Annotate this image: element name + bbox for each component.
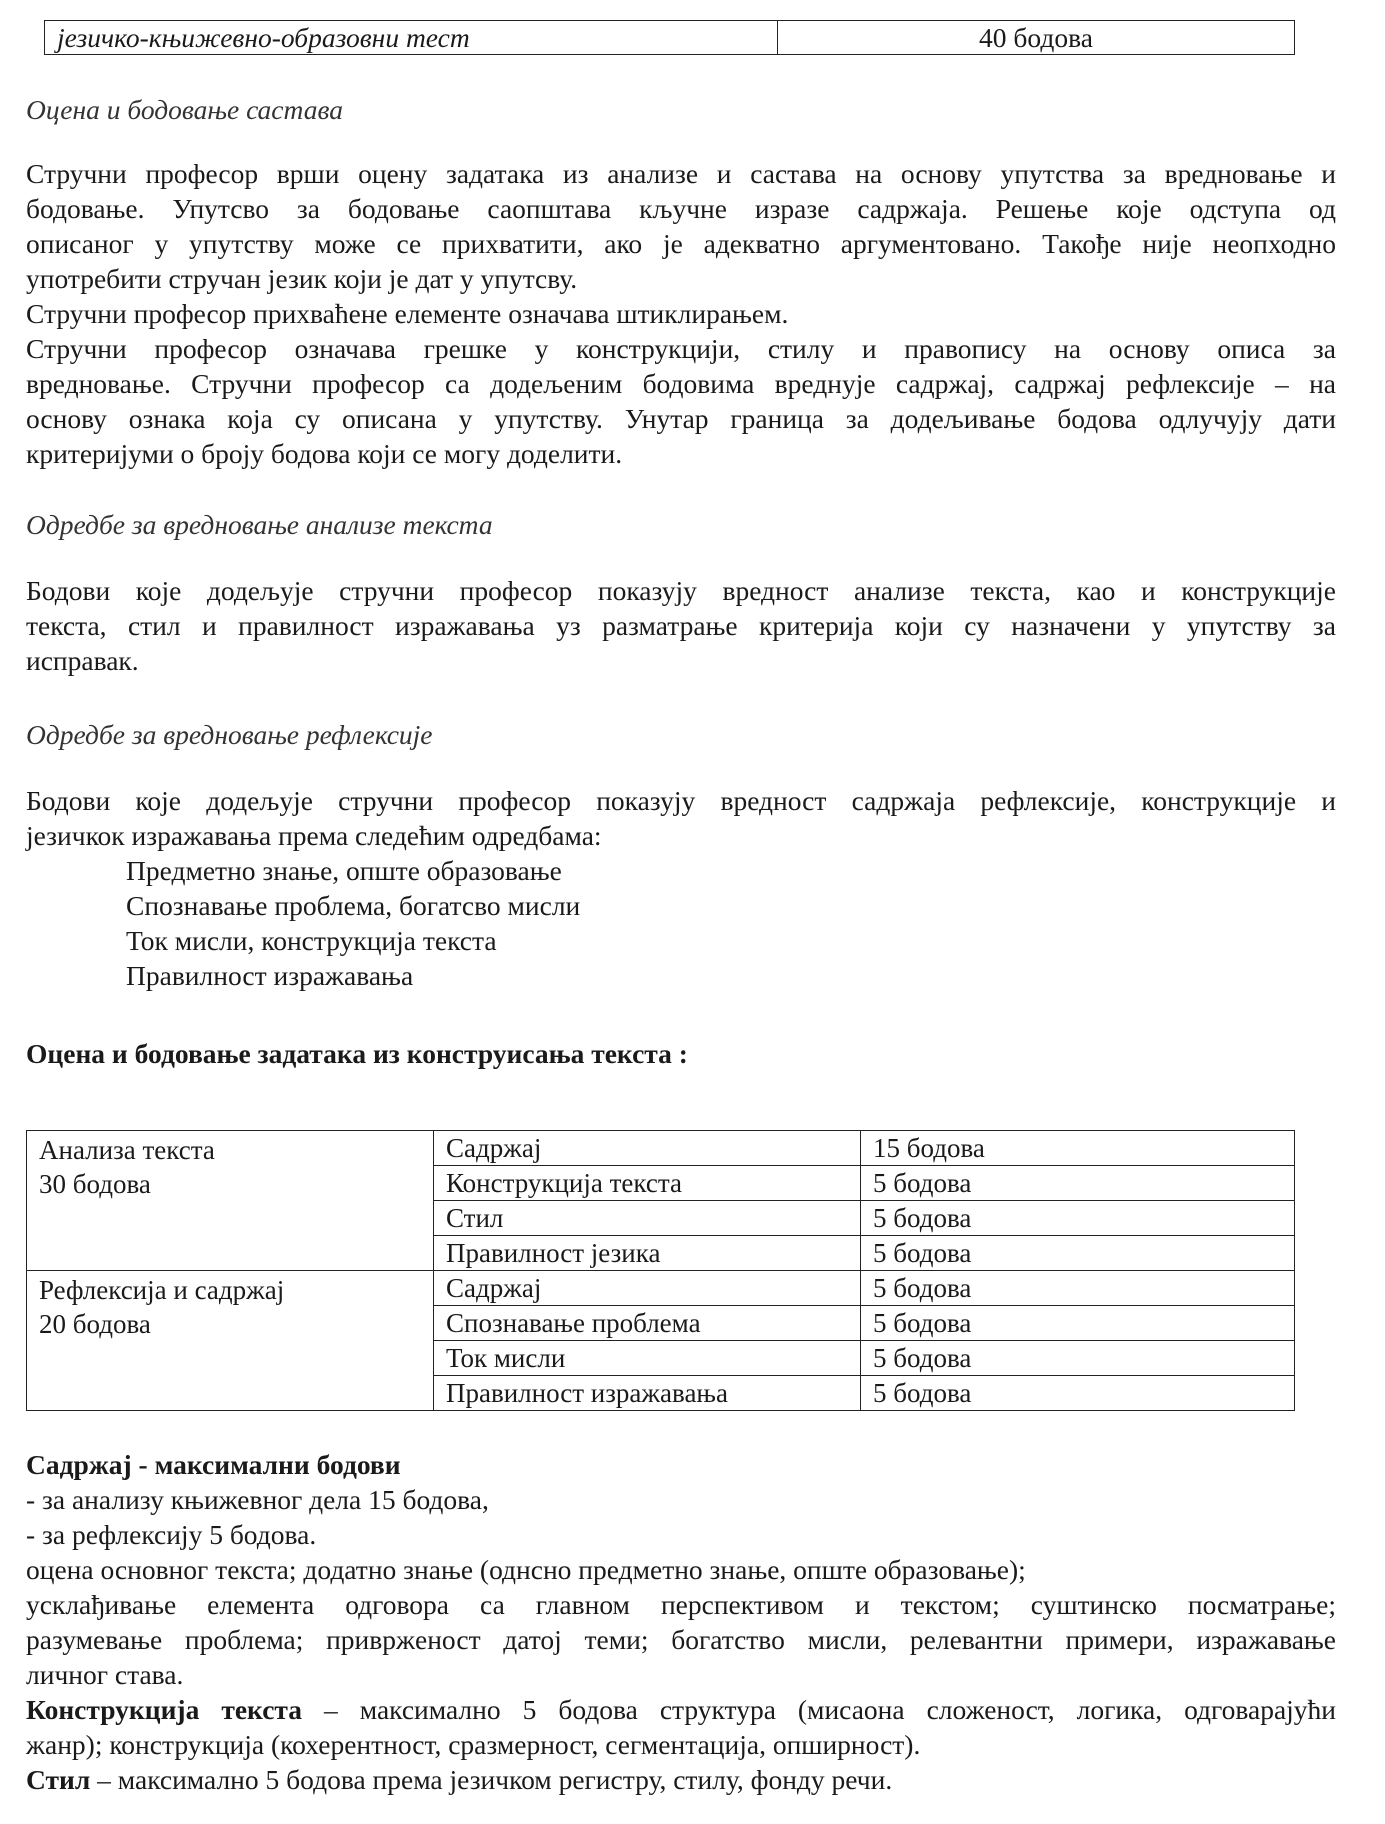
- text-line: исправак.: [26, 645, 139, 676]
- construction-line: [26, 1692, 1336, 1727]
- style-line: [26, 1762, 1336, 1797]
- points-cell: 5 бодова: [861, 1376, 1295, 1411]
- group-name: Рефлексија и садржај: [39, 1275, 285, 1305]
- text-line: Бодови које додељује стручни професор показују вредност садржаја рефлексије, конструкције и: [26, 785, 1336, 816]
- text-line: описаног у упутству може се прихватити, ако је адекватно аргументовано. Такође није неопходно: [26, 228, 1336, 259]
- section-heading-composition: Оцена и бодовање састава: [26, 94, 343, 125]
- paragraph-text-analysis: [26, 573, 1336, 678]
- paragraph-reflection: [26, 783, 1336, 993]
- construction-label: Конструкција текста: [26, 1694, 303, 1725]
- criterion-cell: Садржај: [434, 1131, 861, 1166]
- content-heading: Садржај - максимални бодови: [26, 1449, 401, 1480]
- group-cell-reflection: [27, 1271, 434, 1411]
- text-line: Бодови које додељује стручни професор показују вредност анализе текста, као и конструкције: [26, 575, 1336, 606]
- text-line: усклађивање елемента одговора са главном перспективом и текстом; суштинско посматрање;: [26, 1589, 1336, 1620]
- test-points-table: [44, 20, 1295, 55]
- table-row: [27, 1271, 1295, 1306]
- text-line: жанр); конструкција (кохерентност, сразмерност, сегментација, опширност).: [26, 1729, 921, 1760]
- list-item: Правилност изражавања: [126, 960, 414, 991]
- list-item: Ток мисли, конструкција текста: [126, 925, 497, 956]
- text-line: основу ознака која су описана у упутству. Унутар граница за додељивање бодова одлучују дати: [26, 403, 1336, 434]
- text-line: Стручни професор врши оцену задатака из анализе и састава на основу упутства за вредновање и: [26, 158, 1336, 189]
- criterion-cell: Правилност језика: [434, 1236, 861, 1271]
- style-label: Стил: [26, 1764, 91, 1795]
- text-line: бодовање. Упутсво за бодовање саопштава кључне изразе садржаја. Решење које одступа од: [26, 193, 1336, 224]
- group-cell-analysis: [27, 1131, 434, 1271]
- points-cell: 15 бодова: [861, 1131, 1295, 1166]
- group-points: 20 бодова: [39, 1309, 151, 1339]
- score-heading: Оцена и бодовање задатака из конструисања текста :: [26, 1038, 688, 1069]
- text-line: Стручни професор означава грешке у конструкцији, стилу и правопису на основу описа за: [26, 333, 1336, 364]
- table-row: [27, 1131, 1295, 1166]
- paragraph-content-max: [26, 1447, 1336, 1797]
- points-cell: 5 бодова: [861, 1166, 1295, 1201]
- points-cell: 5 бодова: [861, 1341, 1295, 1376]
- criterion-cell: Конструкција текста: [434, 1166, 861, 1201]
- section-heading-text-analysis: Одредбе за вредновање анализе текста: [26, 509, 493, 540]
- text-line: употребити стручан језик који је дат у упутсву.: [26, 263, 578, 294]
- score-table: [26, 1130, 1295, 1411]
- points-cell: 5 бодова: [861, 1271, 1295, 1306]
- text-line: личног става.: [26, 1659, 184, 1690]
- group-points: 30 бодова: [39, 1169, 151, 1199]
- list-item: Предметно знање, опште образовање: [126, 855, 562, 886]
- paragraph-composition: [26, 156, 1336, 471]
- list-item: Спознавање проблема, богатсво мисли: [126, 890, 581, 921]
- points-cell: 5 бодова: [861, 1306, 1295, 1341]
- criterion-cell: Ток мисли: [434, 1341, 861, 1376]
- criterion-cell: Правилност изражавања: [434, 1376, 861, 1411]
- text-line: вредновање. Стручни професор са додељеним бодовима вреднује садржај, садржај рефлексије – на: [26, 368, 1336, 399]
- points-cell: 5 бодова: [861, 1236, 1295, 1271]
- criterion-cell: Спознавање проблема: [434, 1306, 861, 1341]
- style-text: – максимално 5 бодова према језичком регистру, стилу, фонду речи.: [90, 1764, 893, 1795]
- text-line: текста, стил и правилност изражавања уз разматрање критерија који су назначени у упутству за: [26, 610, 1336, 641]
- criterion-cell: Стил: [434, 1201, 861, 1236]
- section-heading-reflection: Одредбе за вредновање рефлексије: [26, 719, 433, 750]
- points-cell: 5 бодова: [861, 1201, 1295, 1236]
- text-line: Стручни професор прихваћене елементе означава штиклирањем.: [26, 298, 789, 329]
- criterion-cell: Садржај: [434, 1271, 861, 1306]
- construction-text: – максимално 5 бодова структура (мисаона сложеност, логика, одговарајући: [302, 1694, 1337, 1725]
- text-line: језичкок изражавања према следећим одредбама:: [26, 820, 602, 851]
- text-line: - за рефлексију 5 бодова.: [26, 1519, 317, 1550]
- group-name: Анализа текста: [39, 1135, 215, 1165]
- text-line: критеријуми о броју бодова који се могу доделити.: [26, 438, 623, 469]
- text-line: разумевање проблема; привржeност датој теми; богатство мисли, релевантни примери, изражавање: [26, 1624, 1336, 1655]
- test-name-cell: језичко-књижевно-образовни тест: [45, 21, 778, 55]
- test-points-cell: 40 бодова: [778, 21, 1295, 55]
- table-row: [45, 21, 1295, 55]
- text-line: - за анализу књижевног дела 15 бодова,: [26, 1484, 489, 1515]
- text-line: оцена основног текста; додатно знање (однсно предметно знање, опште образовање);: [26, 1554, 1026, 1585]
